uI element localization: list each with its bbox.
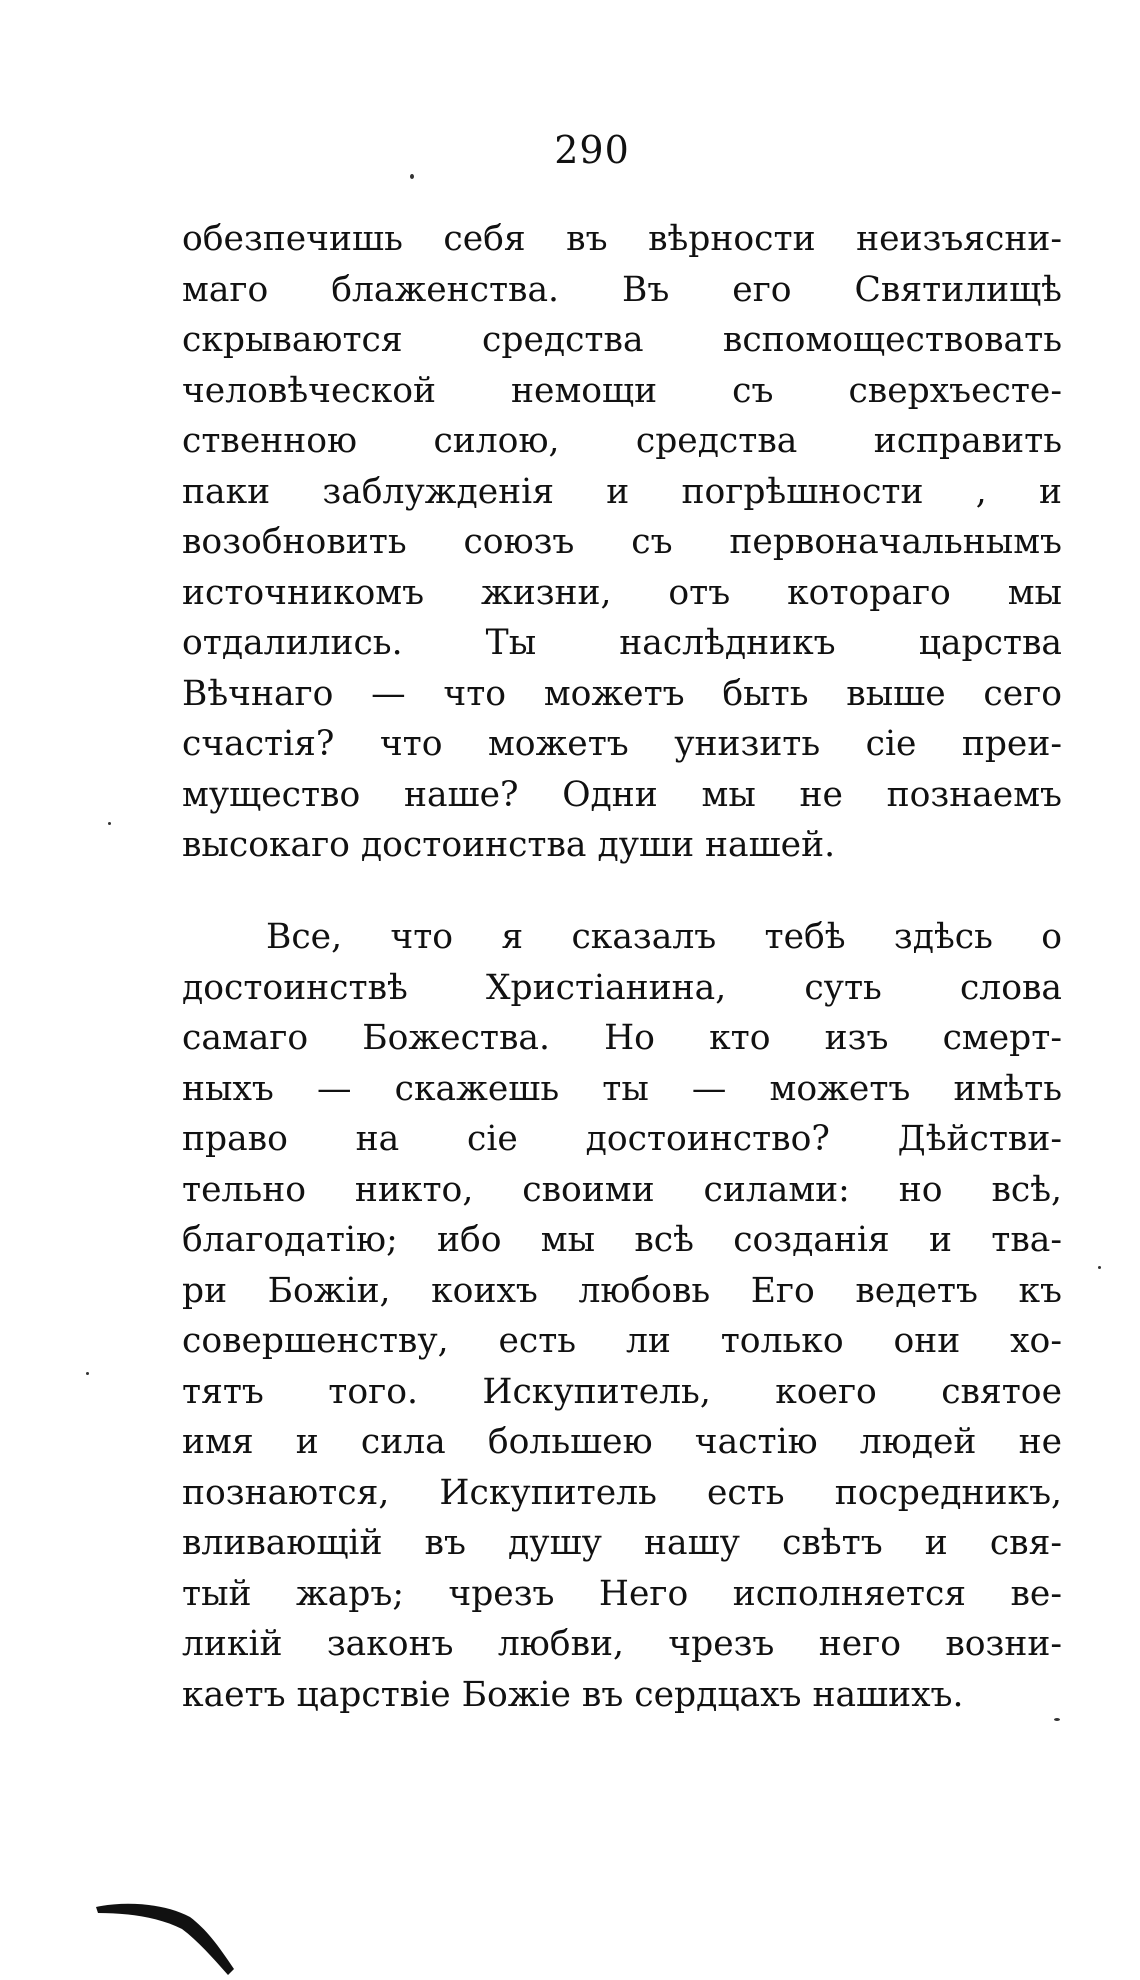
text-line: отдалились. Ты наслѣдникъ царства	[182, 623, 1062, 663]
text-line: самаго Божества. Но кто изъ смерт-	[182, 1018, 1062, 1058]
text-line: Все, что я сказалъ тебѣ здѣсь о	[266, 917, 1062, 957]
text-line: ныхъ — скажешь ты — можетъ имѣть	[182, 1068, 1062, 1109]
speck	[1098, 1266, 1101, 1269]
speck	[108, 822, 111, 825]
text-line: обезпечишь себя въ вѣрности неизъясни-	[182, 219, 1062, 259]
text-line: скрываются средства вспомоществовать	[182, 320, 1062, 360]
text-line: маго блаженства. Въ его Святилищѣ	[182, 269, 1062, 310]
text-line: тятъ того. Искупитель, коего святое	[182, 1371, 1062, 1412]
text-line: имя и сила большею частію людей не	[182, 1422, 1062, 1462]
text-line: благодатію; ибо мы всѣ созданія и твa-	[182, 1220, 1062, 1260]
text-line: ликій законъ любви, чрезъ него возни-	[182, 1624, 1062, 1664]
text-line: тый жаръ; чрезъ Него исполняется ве-	[182, 1573, 1062, 1614]
text-line: каетъ царствіе Божіе въ сердцахъ нашихъ.	[182, 1674, 964, 1715]
page-number: 290	[554, 128, 630, 172]
ink-blot	[94, 1895, 244, 1980]
text-line: право на сіе достоинство? Дѣйстви-	[182, 1119, 1062, 1159]
text-line: познаются, Искупитель есть посредникъ,	[182, 1472, 1062, 1513]
text-line: вливающій въ душу нашу свѣтъ и свя-	[182, 1523, 1062, 1563]
text-line: Вѣчнаго — что можетъ быть выше сего	[182, 673, 1062, 714]
paragraph-2	[182, 912, 1062, 1720]
text-line: ственною силою, средства исправить	[182, 421, 1062, 461]
text-line: мущество наше? Одни мы не познаемъ	[182, 774, 1062, 815]
text-line: возобновить союзъ съ первоначальнымъ	[182, 522, 1062, 562]
text-line: совершенству, есть ли только они хо-	[182, 1321, 1062, 1361]
text-line: достоинствѣ Христіанина, суть слова	[182, 967, 1062, 1008]
text-line: источникомъ жизни, отъ котораго мы	[182, 572, 1062, 613]
speck	[1054, 1718, 1060, 1721]
speck	[86, 1372, 89, 1375]
paragraph-1	[182, 214, 1062, 871]
text-line: человѣческой немощи съ сверхъесте-	[182, 370, 1062, 411]
text-line: паки заблужденія и погрѣшности , и	[182, 471, 1062, 512]
text-line: тельно никто, своими силами: но всѣ,	[182, 1169, 1062, 1210]
speck	[410, 174, 414, 179]
text-line: счастія? что можетъ унизить сіе преи-	[182, 724, 1062, 764]
text-line: высокаго достоинства души нашей.	[182, 825, 836, 865]
text-line: ри Божіи, коихъ любовь Его ведетъ къ	[182, 1270, 1062, 1311]
